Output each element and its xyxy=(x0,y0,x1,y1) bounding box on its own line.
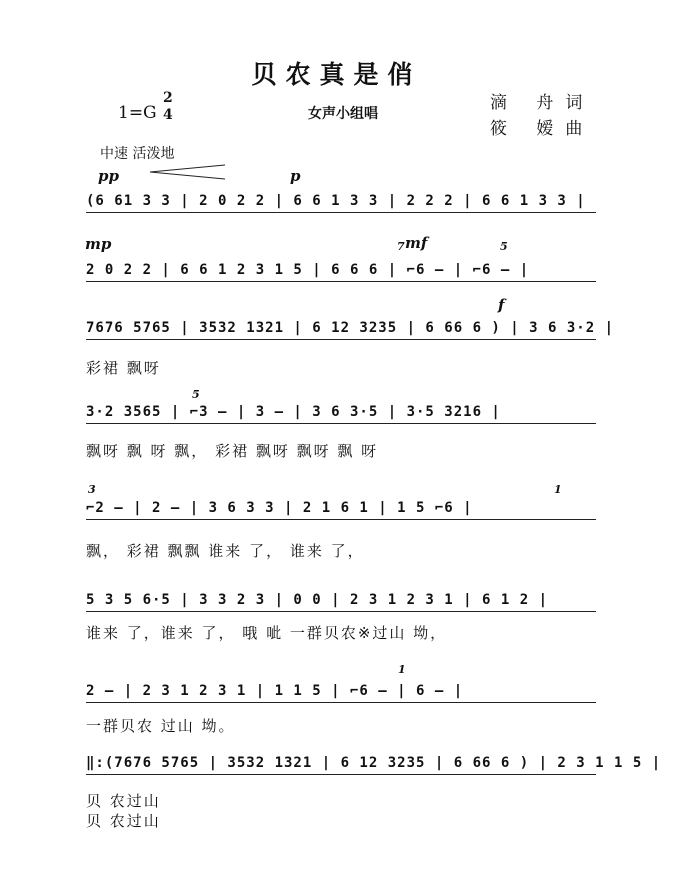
dynamic-p: p xyxy=(290,167,301,185)
lyric-line-6: 谁来 了，谁来 了， 哦 呲 一群贝农※过山 坳， xyxy=(86,624,448,642)
grace-note-5b: 5 xyxy=(192,388,200,401)
lyricist-credit: 滴 舟词 xyxy=(490,93,595,113)
composer-credit: 筱 嫒曲 xyxy=(490,119,595,139)
meter-bottom: 4 xyxy=(163,107,173,123)
time-signature xyxy=(163,90,173,124)
lyric-line-8: 贝 农过山 xyxy=(86,792,161,810)
music-line-2: 2 0 2 2 | 6 6 1 2 3 1 5 | 6 6 6 | ⌐6 — | ⌐6 — | xyxy=(86,262,530,278)
music-line-1: (6 61 3 3 | 2 0 2 2 | 6 6 1 3 3 | 2 2 2 | 6 6 1 3 3 | xyxy=(86,193,586,209)
lyric-line-5: 飘， 彩裙 飘飘 谁来 了， 谁来 了， xyxy=(86,542,365,560)
grace-note-1b: 1 xyxy=(398,663,406,676)
tempo-marking: 中速 活泼地 xyxy=(100,146,175,162)
beam-line xyxy=(86,212,596,213)
music-line-7: 2 — | 2 3 1 2 3 1 | 1 1 5 | ⌐6 — | 6 — | xyxy=(86,683,464,699)
dynamic-f: f xyxy=(498,296,505,314)
beam-line xyxy=(86,423,596,424)
dynamic-mp: mp xyxy=(85,235,112,253)
key-signature: 1=G xyxy=(118,103,157,123)
grace-note-5a: 5 xyxy=(500,240,508,253)
performance-type: 女声小组唱 xyxy=(308,106,378,122)
crescendo-hairpin xyxy=(150,162,230,182)
beam-line xyxy=(86,339,596,340)
music-line-4: 3·2 3565 | ⌐3 — | 3 — | 3 6 3·5 | 3·5 3216 | xyxy=(86,404,501,420)
lyric-line-4: 飘呀 飘 呀 飘， 彩裙 飘呀 飘呀 飘 呀 xyxy=(86,442,379,460)
beam-line xyxy=(86,774,596,775)
music-line-5: ⌐2 — | 2 — | 3 6 3 3 | 2 1 6 1 | 1 5 ⌐6 | xyxy=(86,500,473,516)
grace-note-3: 3 xyxy=(88,483,96,496)
beam-line xyxy=(86,281,596,282)
beam-line xyxy=(86,611,596,612)
dynamic-pp: pp xyxy=(98,167,119,185)
beam-line xyxy=(86,519,596,520)
lyric-line-3: 彩裙 飘呀 xyxy=(86,359,161,377)
grace-note-1a: 1 xyxy=(554,483,562,496)
lyric-line-7: 一群贝农 过山 坳。 xyxy=(86,717,236,735)
song-title: 贝农真是俏 xyxy=(251,60,422,89)
meter-top: 2 xyxy=(163,90,173,106)
dynamic-mf: mf xyxy=(405,234,428,252)
music-line-3: 7676 5765 | 3532 1321 | 6 12 3235 | 6 66 6 ) | 3 6 3·2 | xyxy=(86,320,615,336)
lyric-line-9: 贝 农过山 xyxy=(86,812,161,830)
music-line-8: ‖:(7676 5765 | 3532 1321 | 6 12 3235 | 6 66 6 ) | 2 3 1 1 5 | xyxy=(86,755,662,771)
beam-line xyxy=(86,702,596,703)
grace-note-7: 7 xyxy=(397,240,405,253)
music-line-6: 5 3 5 6·5 | 3 3 2 3 | 0 0 | 2 3 1 2 3 1 | 6 1 2 | xyxy=(86,592,549,608)
